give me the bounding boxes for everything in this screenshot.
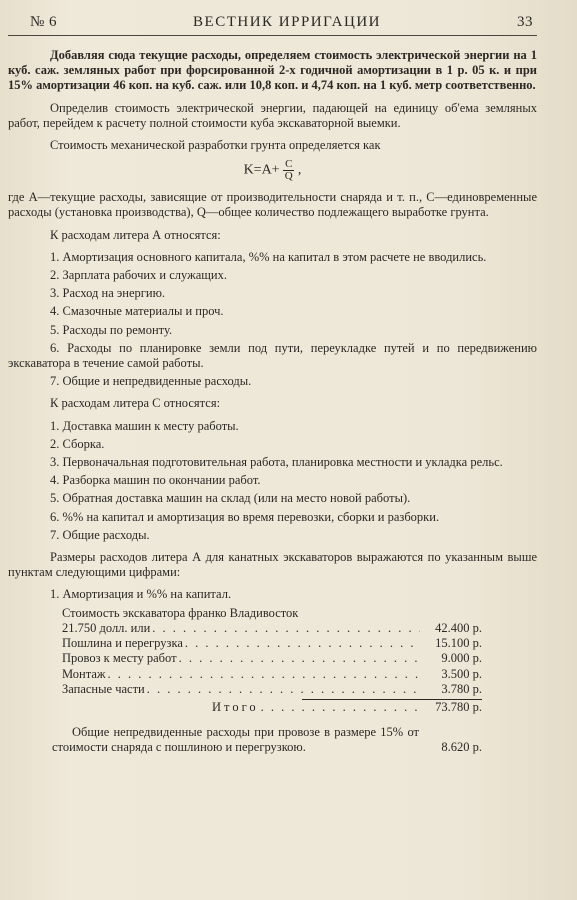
list-item: 4. Разборка машин по окончании работ. <box>50 473 261 488</box>
paragraph: где А—текущие расходы, зависящие от производительности снаряда и т. п., С—единовременные расходы (установка производства), Q—общее количество подлежащего выработке грунта. <box>8 190 537 220</box>
table-row <box>62 667 482 682</box>
paragraph: Добавляя сюда текущие расходы, определяем стоимость электрической энергии на 1 куб. саж. земляных работ при форсированной 2-х годичной амортизации в 1 р. 05 к. и при 15% амортизации 46 коп. на куб. саж. или 10,8 коп. и 4,74 коп. на 1 куб. метр соответственно. <box>8 48 537 93</box>
table-intro: Стоимость экскаватора франко Владивосток <box>62 605 299 620</box>
paragraph: К расходам литера С относятся: <box>50 396 221 411</box>
note-block <box>52 725 482 755</box>
leader-dots <box>179 651 420 666</box>
leader-dots <box>108 667 420 682</box>
row-label: Провоз к месту работ <box>62 651 177 666</box>
formula <box>8 159 537 182</box>
table-row <box>62 651 482 666</box>
list-item: 1. Доставка машин к месту работы. <box>50 418 239 433</box>
paragraph: К расходам литера А относятся: <box>50 227 221 242</box>
leader-dots <box>185 636 420 651</box>
formula-fraction <box>283 159 294 182</box>
note-row <box>52 725 482 755</box>
journal-title: ВЕСТНИК ИРРИГАЦИИ <box>193 14 382 30</box>
note-value: 8.620 р. <box>441 740 482 755</box>
paragraph: Стоимость механической разработки грунта определяется как <box>50 138 381 153</box>
leader-dots <box>147 682 420 697</box>
paragraph: Определив стоимость электрической энергии, падающей на единицу об'ема земляных работ, перейдем к расчету полной стоимости куба экскаваторной выемки. <box>8 100 537 130</box>
formula-denominator: Q <box>284 170 293 183</box>
total-label: Итого <box>212 699 259 714</box>
issue-number: № 6 <box>30 14 58 30</box>
list-item: 3. Расход на энергию. <box>50 286 166 301</box>
formula-numerator: C <box>285 158 293 171</box>
row-value: 9.000 р. <box>441 651 482 666</box>
total-value: 73.780 р. <box>435 699 482 714</box>
list-item: 2. Сборка. <box>50 436 105 451</box>
page-number: 33 <box>516 14 533 30</box>
row-label: 21.750 долл. или <box>62 620 151 635</box>
table-row <box>62 682 482 697</box>
list-item: 5. Обратная доставка машин на склад (или на место новой работы). <box>50 491 411 506</box>
leader-dots <box>152 621 420 636</box>
list-item: 7. Общие расходы. <box>50 527 150 542</box>
row-value: 42.400 р. <box>435 620 482 635</box>
row-label: Пошлина и перегрузка <box>62 636 183 651</box>
list-item: 3. Первоначальная подготовительная работа, планировка местности и укладка рельс. <box>50 455 503 470</box>
table-row <box>62 621 482 636</box>
running-header <box>8 14 537 36</box>
row-label: Запасные части <box>62 681 145 696</box>
row-label: Монтаж <box>62 666 106 681</box>
list-item: 1. Амортизация основного капитала, %% на капитал в этом расчете не вводились. <box>50 249 487 264</box>
row-value: 15.100 р. <box>435 636 482 651</box>
note-text: Общие непредвиденные расходы при провозе в размере 15% от стоимости снаряда с пошлиною и перегрузкою. <box>52 725 419 755</box>
row-value: 3.500 р. <box>441 666 482 681</box>
leader-dots <box>261 700 420 715</box>
article-body <box>8 48 537 756</box>
formula-left: K=A+ <box>243 162 280 178</box>
paragraph: Размеры расходов литера А для канатных экскаваторов выражаются по указанным выше пунктам следующими цифрами: <box>8 550 537 580</box>
list-item: 6. Расходы по планировке земли под пути, переукладке путей и по передвижению экскаватора в течение самой работы. <box>8 340 537 371</box>
list-item: 5. Расходы по ремонту. <box>50 322 173 337</box>
total-row <box>62 700 482 715</box>
table-row <box>62 636 482 651</box>
list-item: 2. Зарплата рабочих и служащих. <box>50 268 227 283</box>
list-item: 7. Общие и непредвиденные расходы. <box>50 374 252 389</box>
cost-table <box>62 606 482 715</box>
formula-tail: , <box>297 162 302 178</box>
list-item: 6. %% на капитал и амортизация во время перевозки, сборки и разборки. <box>50 509 440 524</box>
list-item: 1. Амортизация и %% на капитал. <box>50 587 232 602</box>
row-value: 3.780 р. <box>441 681 482 696</box>
list-item: 4. Смазочные материалы и проч. <box>50 304 224 319</box>
